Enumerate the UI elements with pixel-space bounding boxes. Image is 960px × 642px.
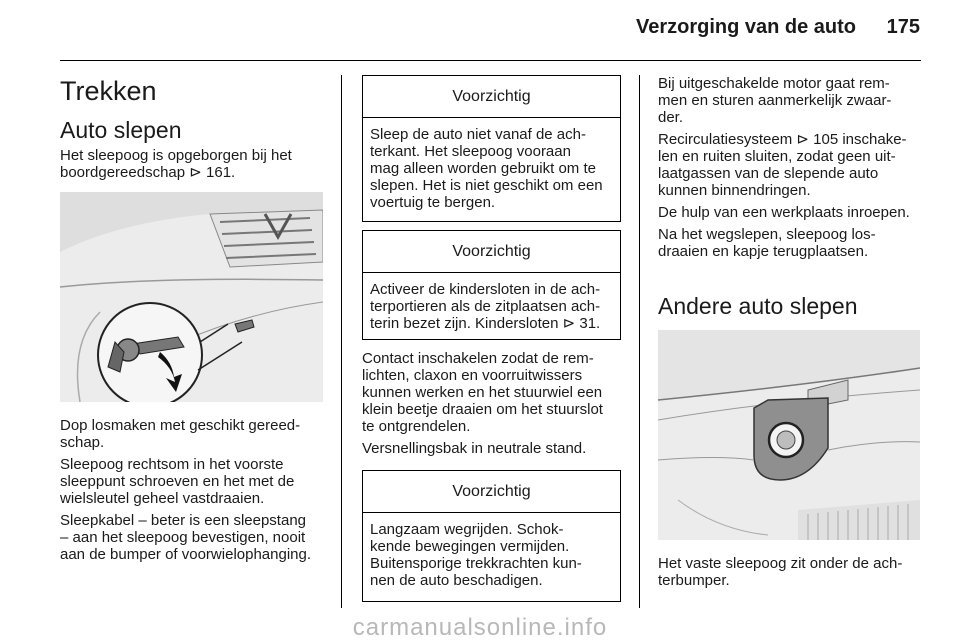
caution-box [362,470,621,602]
section-title: Andere auto slepen [658,293,858,319]
reference-arrow-icon: ⊳ [189,164,202,181]
caution-text: Langzaam wegrijden. Schok- kende bewegingen vermijden. Buitensporige trekkrachten kun- nen de auto beschadigen. [370,521,582,589]
paragraph: Versnellingsbak in neutrale stand. [362,440,587,457]
col3-body [658,75,928,260]
tow-eye-rear-illustration [658,330,920,540]
watermark: carmanualsonline.info [352,614,608,641]
column-divider [639,75,640,608]
paragraph: Sleepoog rechtsom in het voorste sleeppunt schroeven en het met de wielsleutel geheel vastdraaien. [60,456,295,507]
caution-heading: Voorzichtig [363,76,620,118]
figure-caption: Het vaste sleepoog zit onder de ach- terbumper. [658,555,903,589]
paragraph: Na het wegslepen, sleepoog los- draaien en kapje terugplaatsen. [658,226,876,260]
running-header-title: Verzorging van de auto [635,16,856,38]
caution-text: Sleep de auto niet vanaf de ach- terkant. Het sleepoog vooraan mag alleen worden gebruikt om te slepen. Het is niet geschikt om een voertuig te bergen. [370,126,603,211]
col2-body [362,350,627,457]
paragraph: Dop losmaken met geschikt gereed- schap. [60,417,301,451]
paragraph: Sleepkabel – beter is een sleepstang – aan het sleepoog bevestigen, nooit aan de bumper of voorwielophanging. [60,512,312,563]
reference-arrow-icon: ⊳ [796,131,809,148]
paragraph: Bij uitgeschakelde motor gaat rem- men en sturen aanmerkelijk zwaar- der. [658,75,892,126]
col1-body [60,417,330,563]
paragraph: Recirculatiesysteem ⊳ 105 inschake- len en ruiten sluiten, zodat geen uit- laatgassen van de slepende auto kunnen binnendringen. [658,131,907,199]
tow-eye-front-illustration [60,192,323,402]
caution-heading: Voorzichtig [363,471,620,513]
page-number: 175 [886,16,920,38]
section-title: Trekken [60,76,157,106]
paragraph: De hulp van een werkplaats inroepen. [658,204,910,221]
reference-arrow-icon: ⊳ [562,315,576,332]
intro-paragraph: Het sleepoog is opgeborgen bij het boordgereedschap ⊳ 161. [60,147,292,181]
paragraph: Contact inschakelen zodat de rem- lichten, claxon en voorruitwissers kunnen werken en het stuurwiel een klein beetje draaien om het stuurslot te ontgrendelen. [362,350,603,435]
header-rule [60,60,921,61]
caution-box [362,230,621,340]
subsection-title: Auto slepen [60,117,182,143]
caution-heading: Voorzichtig [363,231,620,273]
caution-text: Activeer de kindersloten in de ach- terportieren als de zitplaatsen ach- terin bezet zijn. Kindersloten ⊳ 31. [370,281,601,332]
caution-box [362,75,621,222]
column-divider [341,75,342,608]
